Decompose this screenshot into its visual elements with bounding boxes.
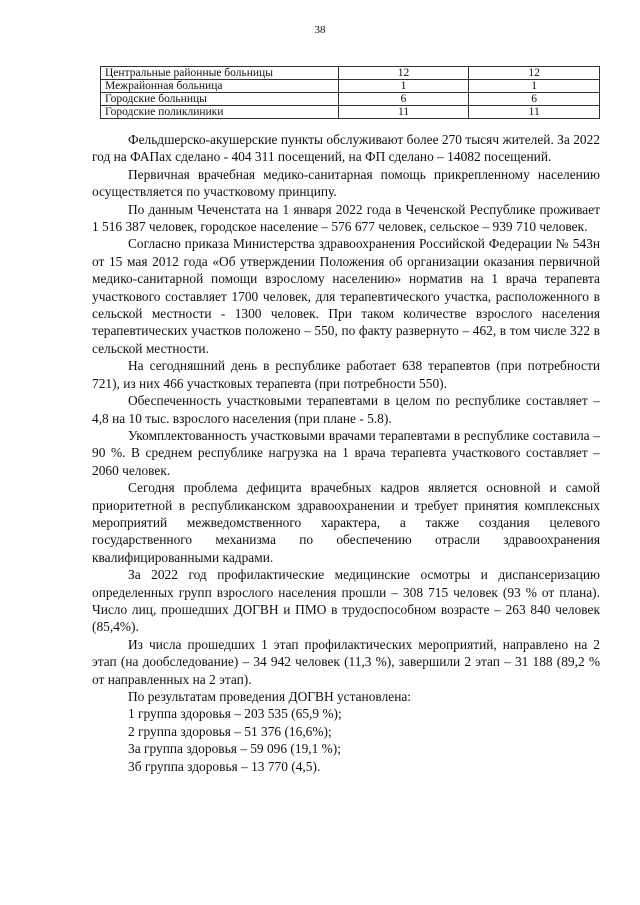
table-cell-name: Городские больницы (101, 93, 339, 106)
table-cell-value: 12 (469, 67, 600, 80)
facilities-table (100, 66, 600, 119)
table-cell-value: 1 (469, 80, 600, 93)
health-group-item: 3а группа здоровья – 59 096 (19,1 %); (128, 741, 341, 757)
table-row (101, 80, 600, 93)
paragraph: Из числа прошедших 1 этап профилактических мероприятий, направлено на 2 этап (на дообследование) – 34 942 человек (11,3 %), завершили 2 этап – 31 188 (89,2 % от направленных на 2 этап). (92, 636, 600, 687)
table-cell-value: 6 (338, 93, 469, 106)
table-cell-value: 12 (338, 67, 469, 80)
table-row (101, 93, 600, 106)
table-row (101, 106, 600, 119)
paragraph: Первичная врачебная медико-санитарная помощь прикрепленному населению осуществляется по участковому принципу. (92, 166, 600, 200)
paragraph: На сегодняшний день в республике работает 638 терапевтов (при потребности 721), из них 466 участковых терапевта (при потребности 550). (92, 358, 600, 391)
paragraph: Укомплектованность участковыми врачами терапевтами в республике составила – 90 %. В среднем республике нагрузка на 1 врача терапевта участкового составляет – 2060 человек. (92, 427, 600, 478)
table-cell-name: Городские поликлиники (101, 106, 339, 119)
health-group-item: 3б группа здоровья – 13 770 (4,5). (128, 758, 321, 774)
page-number: 38 (314, 24, 326, 36)
table-cell-value: 1 (338, 80, 469, 93)
table-row (101, 67, 600, 80)
table-cell-name: Центральные районные больницы (101, 67, 339, 80)
table-cell-name: Межрайонная больница (101, 80, 339, 93)
paragraph: Обеспеченность участковыми терапевтами в целом по республике составляет – 4,8 на 10 тыс. взрослого населения (при плане - 5.8). (92, 393, 600, 426)
results-intro: По результатам проведения ДОГВН установлена: (128, 689, 412, 704)
table-cell-value: 11 (469, 106, 600, 119)
health-group-item: 2 группа здоровья – 51 376 (16,6%); (128, 723, 332, 739)
paragraph: Сегодня проблема дефицита врачебных кадров является основной и самой приоритетной в республиканском здравоохранении и требует принятия комплексных мероприятий межведомственного характера, а также создания целевого государственного механизма по обеспечению отрасли здравоохранения квалифицированными кадрами. (92, 480, 600, 565)
document-body (92, 131, 600, 775)
health-group-item: 1 группа здоровья – 203 535 (65,9 %); (128, 706, 342, 722)
table-cell-value: 6 (469, 93, 600, 106)
paragraph: За 2022 год профилактические медицинские осмотры и диспансеризацию определенных групп взрослого населения прошли – 308 715 человек (93 % от плана). Число лиц, прошедших ДОГВН и ПМО в трудоспособном возрасте – 263 840 человек (85,4%). (92, 567, 600, 635)
table-cell-value: 11 (338, 106, 469, 119)
paragraph: Фельдшерско-акушерские пункты обслуживают более 270 тысяч жителей. За 2022 год на ФАПах сделано - 404 311 посещений, на ФП сделано – 14082 посещений. (92, 132, 600, 165)
paragraph: По данным Чеченстата на 1 января 2022 года в Чеченской Республике проживает 1 516 387 человек, городское население – 576 677 человек, сельское – 939 710 человек. (92, 201, 600, 235)
paragraph: Согласно приказа Министерства здравоохранения Российской Федерации № 543н от 15 мая 2012 года «Об утверждении Положения об организации оказания первичной медико-санитарной помощи взрослому населению» норматив на 1 врача терапевта участкового составляет 1700 человек, для терапевтического участка, расположенного в сельской местности - 1300 человек. При таком количестве взрослого населения терапевтических участков положено – 550, по факту развернуто – 462, в том числе 322 в сельской местности. (92, 236, 600, 356)
